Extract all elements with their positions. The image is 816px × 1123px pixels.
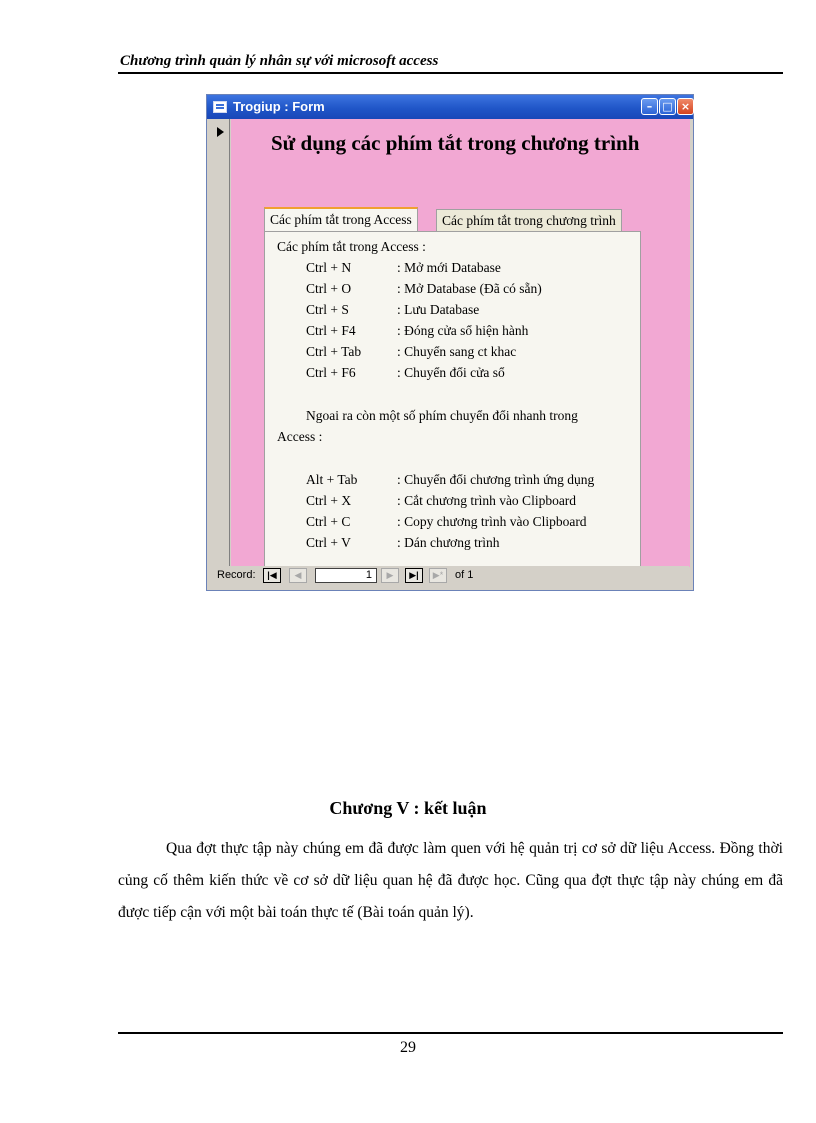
maximize-icon[interactable]: □ [659, 98, 676, 115]
shortcut-key: Ctrl + Tab [306, 344, 362, 359]
shortcut-key: Ctrl + F4 [306, 323, 356, 338]
shortcut-desc: : Chuyển đổi cửa sổ [397, 365, 505, 380]
record-selector[interactable] [211, 119, 230, 567]
access-form-window [206, 94, 694, 591]
minimize-icon[interactable]: – [641, 98, 658, 115]
panel-note-line2: Access : [277, 429, 323, 444]
shortcut-desc: : Đóng cửa sổ hiện hành [397, 323, 529, 338]
shortcut-desc: : Mở mới Database [397, 260, 501, 275]
new-record-button[interactable]: ▶* [429, 568, 447, 583]
shortcut-key: Ctrl + C [306, 514, 351, 529]
shortcut-key: Ctrl + F6 [306, 365, 356, 380]
tab-label: Các phím tắt trong chương trình [442, 213, 616, 228]
shortcut-key: Ctrl + S [306, 302, 349, 317]
shortcut-key: Alt + Tab [306, 472, 358, 487]
shortcut-desc: : Dán chương trình [397, 535, 500, 550]
shortcut-desc: : Chuyển đổi chương trình ứng dụng [397, 472, 595, 487]
current-record-arrow-icon [217, 127, 224, 137]
panel-intro: Các phím tắt trong Access : [277, 239, 426, 254]
shortcut-key: Ctrl + V [306, 535, 351, 550]
record-count: of 1 [455, 569, 474, 581]
shortcut-key: Ctrl + X [306, 493, 352, 508]
last-record-button[interactable]: ▶| [405, 568, 423, 583]
first-record-button[interactable]: |◀ [263, 568, 281, 583]
panel-note-line1: Ngoai ra còn một số phím chuyển đổi nhanh trong [306, 408, 578, 423]
shortcut-desc: : Mở Database (Đã có sẵn) [397, 281, 542, 296]
window-titlebar[interactable] [207, 95, 693, 119]
form-heading: Sử dụng các phím tắt trong chương trình [271, 131, 640, 155]
record-number-input[interactable]: 1 [315, 568, 377, 583]
record-navigation-bar [211, 566, 689, 586]
next-record-button[interactable]: ▶ [381, 568, 399, 583]
page-header-title: Chương trình quản lý nhân sự với microsoft access [120, 53, 439, 69]
tab-program-shortcuts[interactable] [436, 209, 622, 233]
tab-label: Các phím tắt trong Access [270, 212, 412, 227]
tab-access-shortcuts[interactable] [264, 207, 418, 233]
footer-divider [118, 1032, 783, 1034]
shortcut-key: Ctrl + N [306, 260, 352, 275]
shortcut-desc: : Lưu Database [397, 302, 480, 317]
page-number: 29 [400, 1039, 416, 1056]
shortcut-desc: : Cắt chương trình vào Clipboard [397, 493, 577, 508]
close-icon[interactable]: × [677, 98, 694, 115]
header-divider [118, 72, 783, 74]
previous-record-button[interactable]: ◀ [289, 568, 307, 583]
record-label: Record: [217, 569, 256, 581]
chapter-title: Chương V : kết luận [329, 798, 487, 818]
shortcut-desc: : Copy chương trình vào Clipboard [397, 514, 587, 529]
tab-panel [264, 231, 641, 569]
window-title: Trogiup : Form [233, 99, 325, 114]
form-body [231, 119, 690, 567]
shortcut-key: Ctrl + O [306, 281, 352, 296]
conclusion-paragraph: Qua đợt thực tập này chúng em đã được làm quen với hệ quản trị cơ sở dữ liệu Access. Đồng thời củng cố thêm kiến thức về cơ sở dữ liệu quan hệ đã được học. Cũng qua đợt thực tập này chúng em đã được tiếp cận với một bài toán thực tế (Bài toán quản lý). [118, 840, 783, 921]
form-icon [213, 101, 227, 113]
shortcut-desc: : Chuyển sang ct khac [397, 344, 517, 359]
